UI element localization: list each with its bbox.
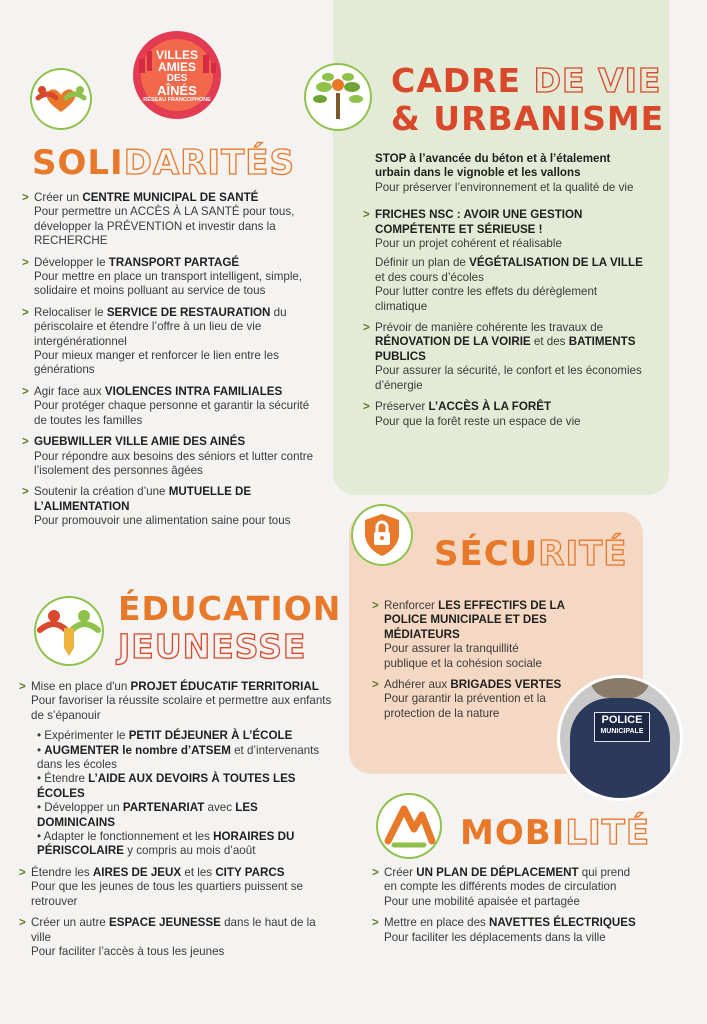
mobilite-title: [460, 813, 651, 853]
padlock-shield-icon: [351, 504, 413, 566]
securite-title: [434, 534, 628, 574]
list-item: > Prévoir de manière cohérente les travaux de RÉNOVATION DE LA VOIRIE et des BATIMENTS PUBLICS Pour assurer la sécurité, le confort et les économies d’énergie: [363, 321, 645, 393]
solidarites-title: [32, 143, 295, 183]
cadre-list: [363, 152, 645, 436]
mobilite-list: [372, 866, 644, 952]
list-item: > Développer le TRANSPORT PARTAGÉ Pour mettre en place un transport intelligent, simple, solidaire et moins polluant au service de tous: [22, 256, 318, 299]
list-item: > Renforcer LES EFFECTIFS DE LA POLICE MUNICIPALE ET DES MÉDIATEURS Pour assurer la tranquillité publique et la cohésion sociale: [372, 599, 602, 671]
list-item: > Agir face aux VIOLENCES INTRA FAMILIALES Pour protéger chaque personne et garantir la sécurité de toutes les familles: [22, 385, 318, 428]
children-pencil-icon: [34, 596, 104, 666]
mobilite-title-part-1: MOBI: [460, 813, 566, 853]
education-list: [19, 680, 335, 966]
logo-line-5: RÉSEAU FRANCOPHONE: [143, 97, 211, 103]
list-item: STOP à l’avancée du béton et à l’étalement urbain dans le vignoble et les vallons Pour préserver l’environnement et la qualité de vie: [375, 152, 634, 194]
cadre-title-line-1: [391, 61, 662, 100]
education-title-line-1: ÉDUCATION: [118, 589, 342, 628]
list-item: > GUEBWILLER VILLE AMIE DES AINÉS Pour répondre aux besoins des séniors et lutter contre l’isolement des personnes âgées: [22, 435, 318, 478]
police-officer-photo: [560, 678, 680, 798]
police-badge-line-2: MUNICIPALE: [600, 728, 644, 735]
list-item: > Adhérer aux BRIGADES VERTES Pour garantir la prévention et la protection de la nature: [372, 678, 602, 721]
solidarites-title-part-2: DARITÉS: [123, 143, 295, 183]
list-item: > Créer UN PLAN DE DÉPLACEMENT qui prend en compte les différents modes de circulation Pour une mobilité apaisée et partagée: [372, 866, 644, 909]
villes-amies-des-aines-logo: [131, 29, 223, 121]
mobility-arrows-icon: [376, 793, 442, 859]
tree-person-icon: [304, 63, 372, 131]
list-item: > Relocaliser le SERVICE DE RESTAURATION du périscolaire et étendre l’offre à un lieu de vie intergénérationnel Pour mieux manger et renforcer le lien entre les générations: [22, 306, 318, 378]
list-item: > Soutenir la création d’une MUTUELLE DE L’ALIMENTATION Pour promouvoir une alimentation saine pour tous: [22, 485, 318, 528]
police-badge-line-1: POLICE: [601, 714, 643, 726]
list-item: > Préserver L’ACCÈS À LA FORÊT Pour que la forêt reste un espace de vie: [363, 400, 645, 429]
logo-line-3: DES: [166, 73, 188, 84]
cadre-title-part-1: CADRE: [391, 61, 522, 100]
education-title-line-2: JEUNESSE: [118, 627, 307, 666]
list-item: > Créer un CENTRE MUNICIPAL DE SANTÉ Pour permettre un ACCÈS À LA SANTÉ pour tous, développer la PRÉVENTION et investir dans la RECHERCHE: [22, 191, 318, 249]
securite-title-part-2: RITÉ: [538, 534, 628, 574]
mobilite-title-part-2: LITÉ: [565, 813, 651, 853]
list-item: > Créer un autre ESPACE JEUNESSE dans le haut de la ville Pour faciliter l’accès à tous les jeunes: [19, 916, 335, 959]
list-item: > Étendre les AIRES DE JEUX et les CITY PARCS Pour que les jeunes de tous les quartiers puissent se retrouver: [19, 866, 335, 909]
logo-line-4: AÎNÉS: [157, 83, 197, 98]
logo-line-1: VILLES: [155, 48, 198, 62]
list-item: > FRICHES NSC : AVOIR UNE GESTION COMPÉTENTE ET SÉRIEUSE ! Pour un projet cohérent et réalisable Définir un plan de VÉGÉTALISATION DE LA VILLE et des cours d’écoles Pour lutter contre les effets du dérèglement climatique: [363, 208, 645, 314]
cadre-title-part-2: DE VIE: [533, 61, 662, 100]
cadre-title-line-2: & URBANISME: [391, 99, 665, 138]
securite-title-part-1: SÉCU: [434, 534, 539, 574]
logo-line-2: AMIES: [157, 60, 196, 74]
solidarites-title-part-1: SOLI: [32, 143, 124, 183]
list-item: > Mise en place d'un PROJET ÉDUCATIF TERRITORIAL Pour favoriser la réussite scolaire et permettre aux enfants de s’épanouir • Expérimenter le PETIT DÉJEUNER À L’ÉCOLE • AUGMENTER le nombre d’ATSEM et d’intervenants dans les écoles • Étendre L’AIDE AUX DEVOIRS À TOUTES LES ÉCOLES • Développer un PARTENARIAT avec LES DOMINICAINS • Adapter le fonctionnement et les HORAIRES DU PÉRISCOLAIRE y compris au mois d’août: [19, 680, 335, 859]
solidarites-list: [22, 191, 318, 536]
list-item: > Mettre en place des NAVETTES ÉLECTRIQUES Pour faciliter les déplacements dans la ville: [372, 916, 644, 945]
solidarity-hands-heart-icon: [30, 68, 92, 130]
